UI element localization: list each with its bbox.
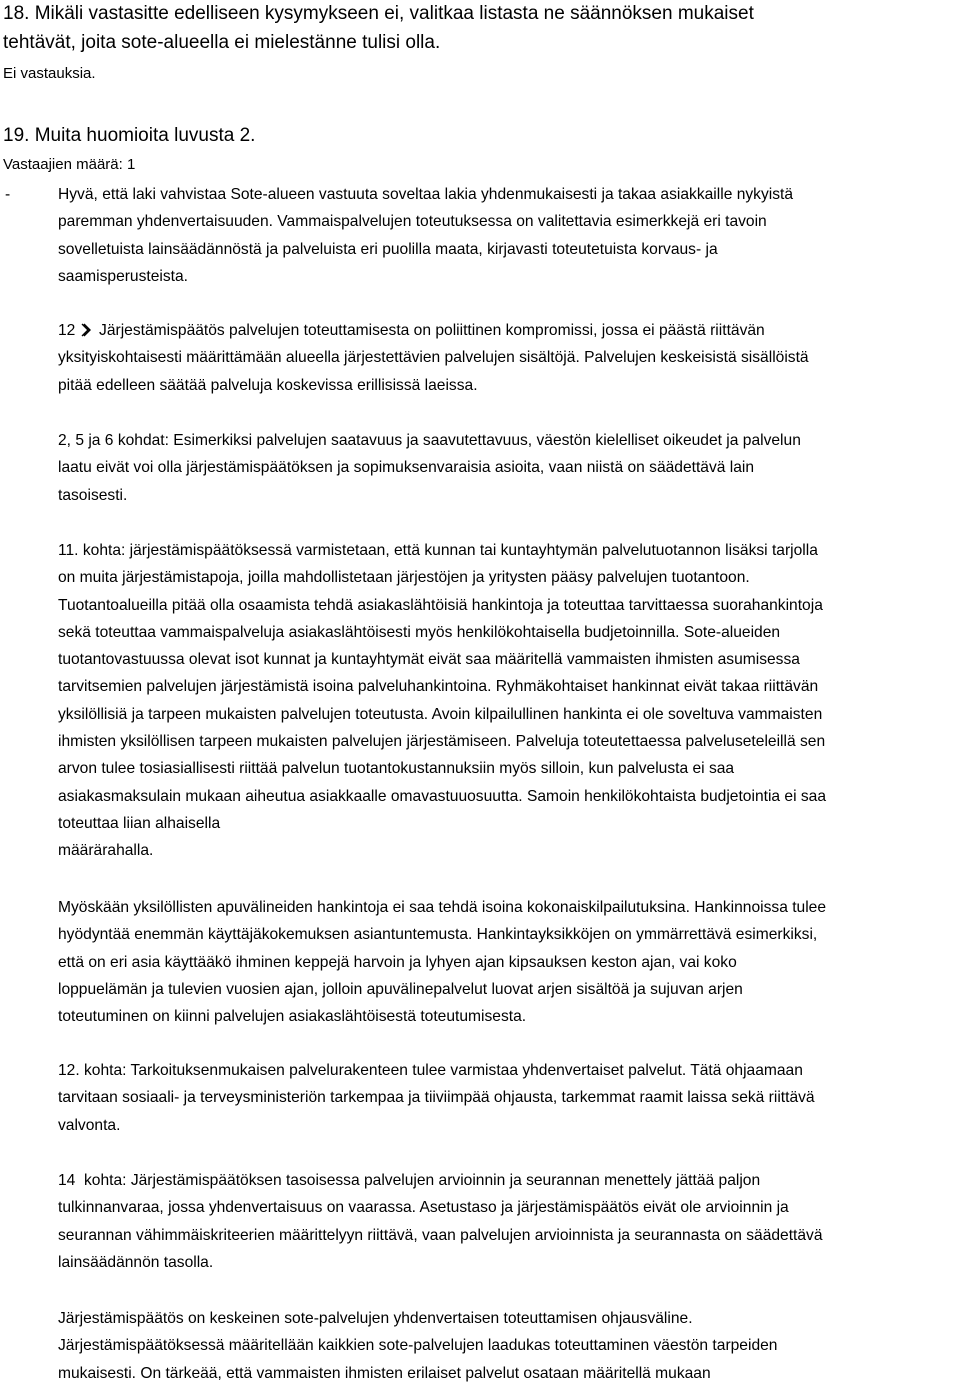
answer-line: on muita järjestämistapoja, joilla mahdollistetaan järjestöjen ja yritysten pääsy palvelujen tuotantoon. (58, 569, 750, 587)
answer-line: asiakasmaksulain mukaan aiheutua asiakkaalle omavastuuosuutta. Samoin henkilökohtaista budjetointia ei saa (58, 787, 827, 805)
answer-line: hyödyntää enemmän käyttäjäkokemuksen asiantuntemusta. Hankintayksikköjen on ymmärrettävä esimerkiksi, (58, 926, 818, 944)
answer-paragraph-1 (58, 181, 960, 290)
answer-line: Myöskään yksilöllisten apuvälineiden hankintoja ei saa tehdä isoina kokonaiskilpailutuksina. Hankinnoissa tulee (58, 899, 827, 916)
answer-line: tarvitsemien palvelujen järjestämistä isoina palveluhankintoina. Ryhmäkohtaiset hankinnat eivät takaa riittävän (58, 678, 819, 696)
answer-line: toteuttaa liian alhaisella (58, 814, 221, 832)
answer-line: mukaisesti. On tärkeää, että vammaisten ihmisten erilaiset palvelut osataan määritellä mukaan (58, 1364, 711, 1382)
answer-line: valvonta. (58, 1116, 121, 1134)
answer-line: tuotantovastuussa olevat isot kunnat ja kuntayhtymät eivät saa määritellä vammaisten ihmisten asumisessa (58, 651, 800, 669)
answer-line: yksilöllisiä ja tarpeen mukaisten palvelujen toteutusta. Avoin kilpailullinen hankinta ei ole soveltuva vammaisten (58, 705, 823, 723)
question-18-title-line-2: tehtävät, joita sote-alueella ei mielestänne tulisi olla. (3, 32, 441, 53)
answer-line: 2, 5 ja 6 kohdat: Esimerkiksi palvelujen saatavuus ja saavutettavuus, väestön kielelliset oikeudet ja palvelun (58, 432, 801, 449)
answer-line: 11. kohta: järjestämispäätöksessä varmistetaan, että kunnan tai kuntayhtymän palvelutuotannon lisäksi tarjolla (58, 542, 818, 559)
answer-line: sekä toteuttaa vammaispalveluja asiakaslähtöisesti myös henkilökohtaisella budjetoinnilla. Sote-alueiden (58, 623, 781, 641)
answer-line: tulkinnanvaraa, jossa yhdenvertaisuus on vaarassa. Asetustaso ja järjestämispäätös eivät ole arvioinnin ja (58, 1199, 789, 1217)
answer-paragraph-4 (58, 537, 960, 865)
answer-line: paremman yhdenvertaisuuden. Vammaispalvelujen toteutuksessa on valitettavia esimerkkejä eri tavoin (58, 213, 767, 231)
question-18-title-line-1: 18. Mikäli vastasitte edelliseen kysymykseen ei, valitkaa listasta ne säännöksen mukaiset (3, 3, 754, 24)
answer-paragraph-8 (58, 1305, 960, 1387)
answer-bullet: - (5, 186, 11, 203)
answer-line: Järjestämispäätös on keskeinen sote-palvelujen yhdenvertaisen toteuttamisen ohjausväline. (58, 1310, 693, 1327)
answer-line: laatu eivät voi olla järjestämispäätöksen ja sopimuksenvaraisia asioita, vaan niistä on säädettävä lain (58, 459, 755, 477)
answer-line: arvon tulee tosiasiallisesti riittää palvelun tuotantokustannuksiin myös silloin, kun palvelusta ei saa (58, 760, 735, 778)
question-19-respondent-count: Vastaajien määrä: 1 (3, 156, 136, 173)
answer-line: seurannan vähimmäiskriteerien määrittelyyn riittävä, vaan palvelujen arvioinnista ja seurannasta on säädettävä (58, 1226, 823, 1244)
answer-line (58, 317, 960, 344)
answer-line: tasoisesti. (58, 486, 128, 504)
answer-paragraph-2 (58, 317, 960, 399)
answer-line: että on eri asia käyttääkö ihminen keppejä harvoin ja lyhyen ajan kipsauksen keston ajan, vai koko (58, 953, 737, 971)
answer-line: toteutuminen on kiinni palvelujen asiakaslähtöisestä toteutumisesta. (58, 1008, 527, 1026)
answer-line: loppuelämän ja tulevien vuosien ajan, jolloin apuvälinepalvelut luovat arjen sisältöä ja sujuvan arjen (58, 980, 743, 998)
answer-line: ihmisten yksilöllisen tarpeen mukaisten palvelujen järjestämiseen. Palveluja toteutettaessa palveluseteleillä sen (58, 733, 826, 751)
answer-line: pitää edelleen säätää palveluja koskevissa erillisissä laeissa. (58, 376, 478, 394)
answer-line: lainsäädännön tasolla. (58, 1253, 214, 1271)
question-19-title: 19. Muita huomioita luvusta 2. (3, 125, 256, 146)
answer-line: 12. kohta: Tarkoituksenmukaisen palvelurakenteen tulee varmistaa yhdenvertaiset palvelut. Tätä ohjaamaan (58, 1062, 803, 1079)
paragraph-number: 12 (58, 322, 76, 339)
answer-line: saamisperusteista. (58, 267, 189, 285)
answer-line: Järjestämispäätöksessä määritellään kaikkien sote-palvelujen laadukas toteuttaminen väestön tarpeiden (58, 1337, 778, 1355)
question-18-no-answers: Ei vastauksia. (3, 65, 96, 82)
answer-line: Tuotantoalueilla pitää olla osaamista tehdä asiakaslähtöisiä hankintoja ja toteuttaa tarvittaessa suorahankintoja (58, 596, 823, 614)
answer-paragraph-6 (58, 1057, 960, 1139)
answer-line: yksityiskohtaisesti määrittämään alueella järjestettävien palvelujen sisältöjä. Palvelujen keskeisistä sisällöistä (58, 349, 809, 367)
answer-line: 14 kohta: Järjestämispäätöksen tasoisessa palvelujen arvioinnin ja seurannan menettely jättää paljon (58, 1172, 761, 1189)
answer-line: Hyvä, että laki vahvistaa Sote-alueen vastuuta soveltaa lakia yhdenmukaisesti ja takaa asiakkaille nykyistä (58, 186, 794, 203)
answer-line: määrärahalla. (58, 842, 154, 860)
answer-line: sovelletuista lainsäädännöstä ja palveluista eri puolilla maata, kirjavasti toteutetuista korvaus- ja (58, 240, 718, 258)
answer-line-text: Järjestämispäätös palvelujen toteuttamisesta on poliittinen kompromissi, jossa ei päästä riittävän (99, 322, 765, 339)
answer-paragraph-3 (58, 427, 960, 509)
section-sign-icon (81, 321, 94, 338)
answer-paragraph-5 (58, 894, 960, 1030)
answer-paragraph-7 (58, 1167, 960, 1276)
answer-line: tarvitaan sosiaali- ja terveysministeriön tarkempaa ja tiiviimpää ohjausta, tarkemmat raamit laissa sekä riittävä (58, 1089, 815, 1107)
